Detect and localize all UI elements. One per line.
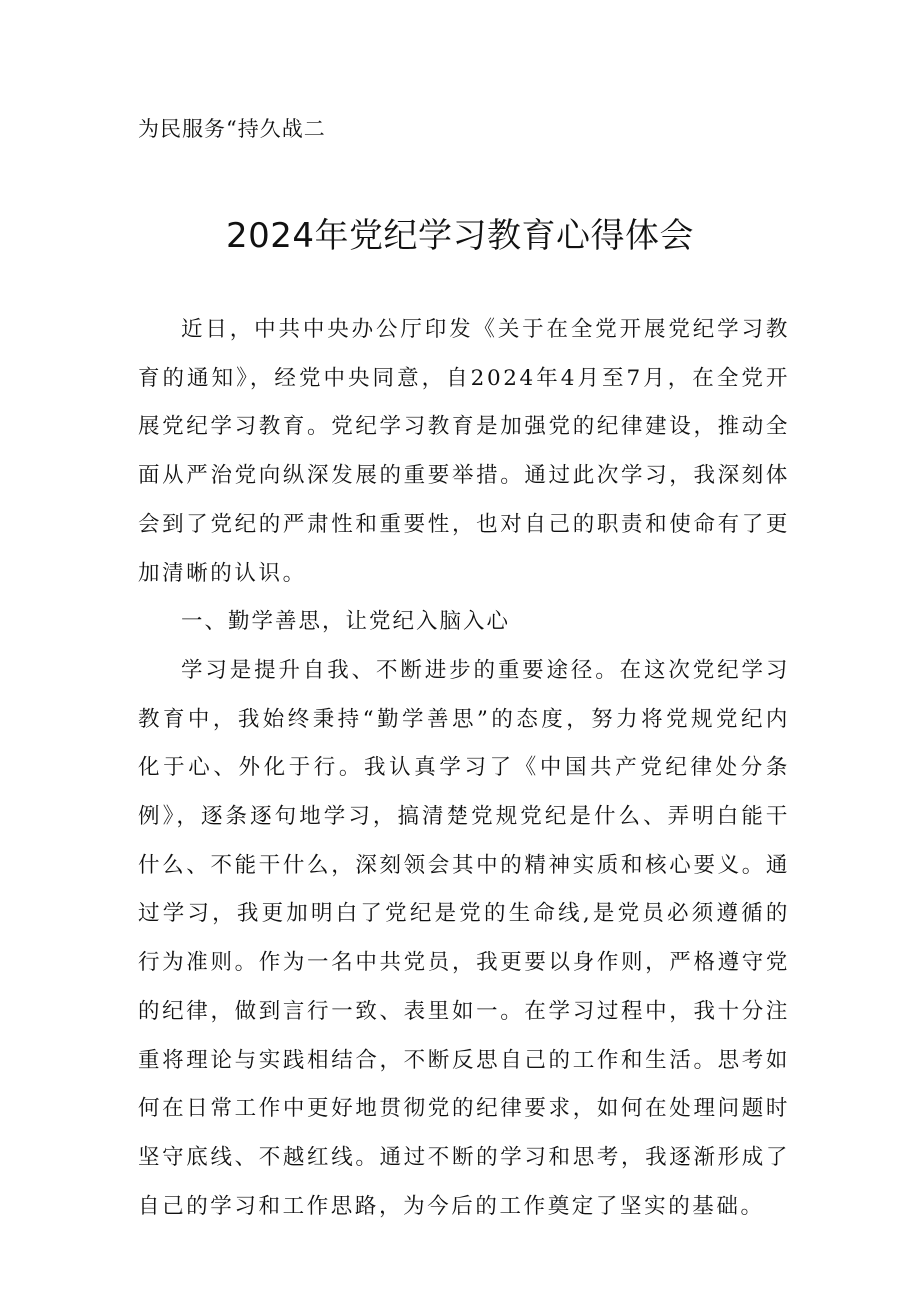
header-note: 为民服务“持久战二 bbox=[138, 117, 326, 141]
document-body bbox=[138, 306, 790, 1231]
body-paragraph: 学习是提升自我、不断进步的重要途径。在这次党纪学习教育中，我始终秉持“勤学善思”的态度，努力将党规党纪内化于心、外化于行。我认真学习了《中国共产党纪律处分条例》，逐条逐句地学习，搞清楚党规党纪是什么、弄明白能干什么、不能干什么，深刻领会其中的精神实质和核心要义。通过学习，我更加明白了党纪是党的生命线,是党员必须遵循的行为准则。作为一名中共党员，我更要以身作则，严格遵守党的纪律，做到言行一致、表里如一。在学习过程中，我十分注重将理论与实践相结合，不断反思自己的工作和生活。思考如何在日常工作中更好地贯彻党的纪律要求，如何在处理问题时坚守底线、不越红线。通过不断的学习和思考，我逐渐形成了自己的学习和工作思路，为今后的工作奠定了坚实的基础。 bbox=[138, 657, 790, 1219]
document-title: 2024年党纪学习教育心得体会 bbox=[225, 216, 695, 256]
intro-paragraph: 近日，中共中央办公厅印发《关于在全党开展党纪学习教育的通知》，经党中央同意，自2024年4月至7月，在全党开展党纪学习教育。党纪学习教育是加强党的纪律建设，推动全面从严治党向纵深发展的重要举措。通过此次学习，我深刻体会到了党纪的严肃性和重要性，也对自己的职责和使命有了更加清晰的认识。 bbox=[138, 317, 790, 586]
section-heading: 一、勤学善思，让党纪入脑入心 bbox=[181, 609, 511, 635]
